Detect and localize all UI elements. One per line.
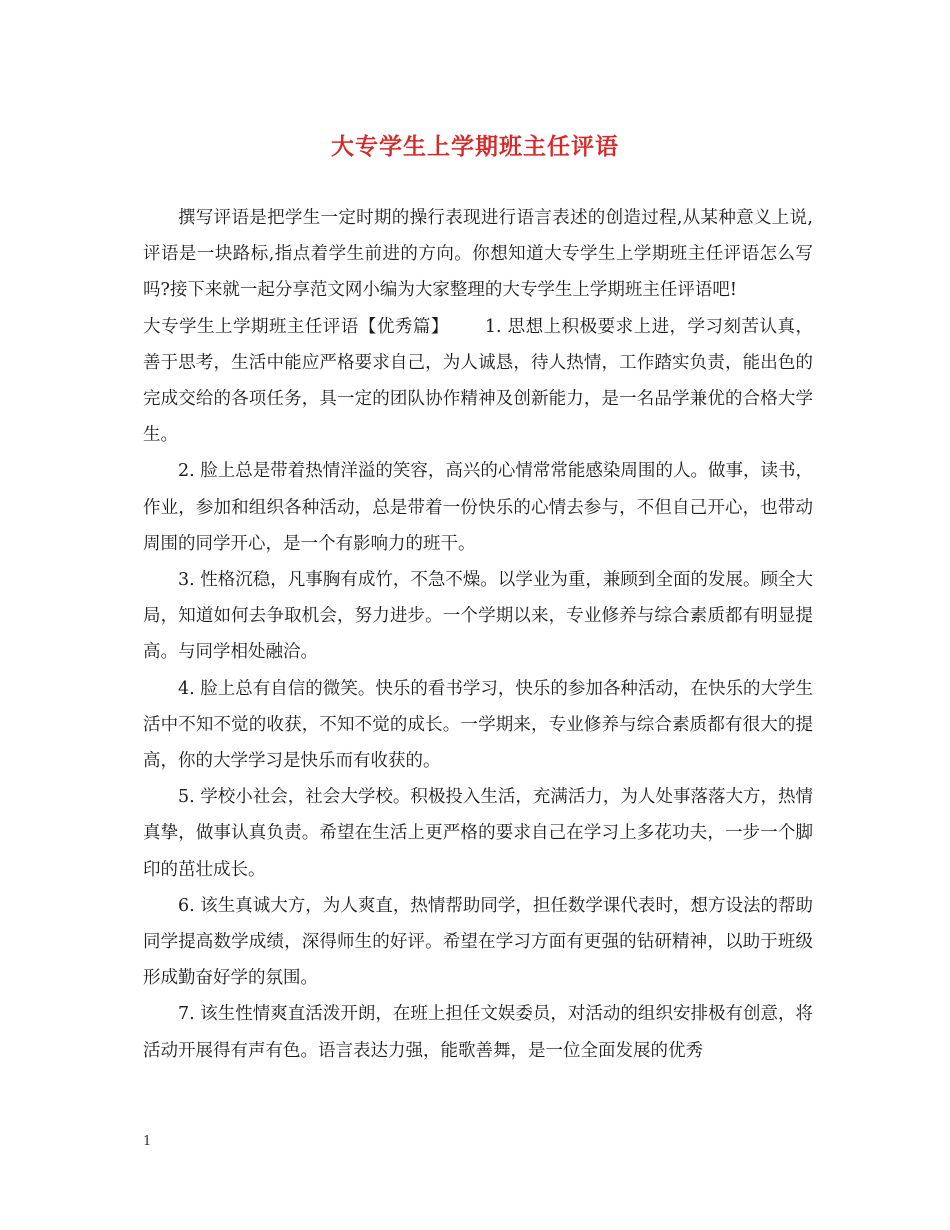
list-item-3: 3. 性格沉稳，凡事胸有成竹，不急不燥。以学业为重，兼顾到全面的发展。顾全大局，知道如何去争取机会，努力进步。一个学期以来，专业修养与综合素质都有明显提高。与同学相处融洽。 [143, 570, 813, 663]
list-item-6: 6. 该生真诚大方，为人爽直，热情帮助同学，担任数学课代表时，想方设法的帮助同学提高数学成绩，深得师生的好评。希望在学习方面有更强的钻研精神，以助于班级形成勤奋好学的氛围。 [143, 895, 813, 989]
section-heading: 大专学生上学期班主任评语【优秀篇】 [143, 316, 449, 337]
document-title: 大专学生上学期班主任评语 [331, 133, 619, 160]
list-item-7: 7. 该生性情爽直活泼开朗，在班上担任文娱委员，对活动的组织安排极有创意，将活动开展得有声有色。语言表达力强，能歌善舞，是一位全面发展的优秀 [143, 1004, 813, 1061]
list-item-5: 5. 学校小社会，社会大学校。积极投入生活，充满活力，为人处事落落大方，热情真挚，做事认真负责。希望在生活上更严格的要求自己在学习上多花功夫，一步一个脚印的茁壮成长。 [143, 787, 813, 880]
list-item-4: 4. 脸上总有自信的微笑。快乐的看书学习，快乐的参加各种活动，在快乐的大学生活中不知不觉的收获，不知不觉的成长。一学期来，专业修养与综合素质都有很大的提高，你的大学学习是快乐而有收获的。 [143, 678, 813, 772]
section-paragraph [143, 309, 813, 454]
list-item-1: 1. 思想上积极要求上进，学习刻苦认真，善于思考，生活中能应严格要求自己，为人诚恳，待人热情，工作踏实负责，能出色的完成交给的各项任务，具一定的团队协作精神及创新能力，是一名品学兼优的合格大学生。 [143, 316, 814, 446]
intro-paragraph: 撰写评语是把学生一定时期的操行表现进行语言表述的创造过程,从某种意义上说,评语是一块路标,指点着学生前进的方向。你想知道大专学生上学期班主任评语怎么写吗?接下来就一起分享范文网小编为大家整理的大专学生上学期班主任评语吧! [143, 208, 813, 301]
list-item-2: 2. 脸上总是带着热情洋溢的笑容，高兴的心情常常能感染周围的人。做事，读书，作业，参加和组织各种活动，总是带着一份快乐的心情去参与，不但自己开心，也带动周围的同学开心，是一个有影响力的班干。 [143, 461, 813, 554]
document-body [143, 200, 813, 1069]
page-number: 1 [143, 1134, 152, 1149]
